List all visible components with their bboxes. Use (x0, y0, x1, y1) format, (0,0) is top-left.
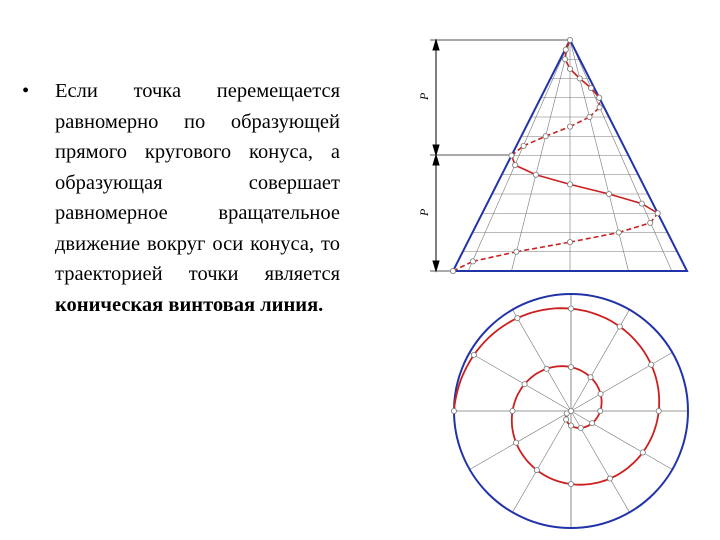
plan-point (544, 366, 549, 371)
plan-point (564, 417, 569, 422)
arrow-top (433, 40, 439, 50)
plan-point (649, 362, 654, 367)
helix-segment (546, 127, 570, 137)
helix-segment (570, 233, 619, 243)
helix-point (521, 143, 526, 148)
plan-point (451, 408, 456, 413)
helix-point (567, 240, 572, 245)
plan-radius (470, 411, 571, 470)
pitch-label-lower: P (417, 208, 431, 216)
helix-point (513, 163, 518, 168)
definition-body: Если точка перемещается равномерно по образующей прямого кругового конуса, а образующая совершает равномерное вращательное движение вокруг оси конуса, то траекторией точки является (55, 80, 340, 285)
plan-point (568, 482, 573, 487)
helix-point (567, 124, 572, 129)
plan-point (471, 352, 476, 357)
plan-point (568, 306, 573, 311)
helix-segment (570, 117, 590, 127)
helix-point (514, 249, 519, 254)
helix-point (577, 76, 582, 81)
helix-point (639, 201, 644, 206)
helix-point (567, 66, 572, 71)
plan-point (578, 425, 583, 430)
helix-point (450, 268, 455, 273)
plan-point (588, 375, 593, 380)
pitch-label-upper: P (417, 92, 431, 100)
helix-point (648, 220, 653, 225)
plan-radius (513, 411, 572, 512)
plan-point (522, 382, 527, 387)
plan-point (515, 316, 520, 321)
plan-point (598, 391, 603, 396)
cone-plan-view (451, 294, 688, 528)
helix-point (533, 172, 538, 177)
helix-point (509, 153, 514, 158)
helix-point (567, 37, 572, 42)
plan-point (568, 408, 573, 413)
helix-point (470, 259, 475, 264)
definition-term: коническая винтовая линия. (55, 293, 324, 316)
plan-radius (513, 310, 572, 411)
helix-point (563, 57, 568, 62)
helix-point (655, 211, 660, 216)
helix-point (606, 191, 611, 196)
bullet: • (22, 80, 30, 102)
helix-segment (515, 165, 536, 175)
plan-point (598, 408, 603, 413)
arrow-bottom (433, 261, 439, 271)
arrow-mid-down (433, 155, 439, 165)
plan-point (510, 408, 515, 413)
helix-segment (516, 242, 570, 252)
helix-point (587, 114, 592, 119)
helix-point (589, 86, 594, 91)
plan-point (568, 423, 573, 428)
helix-segment (570, 184, 609, 194)
helix-point (567, 182, 572, 187)
helix-segment (619, 223, 650, 233)
helix-segment (609, 194, 642, 204)
plan-point (607, 476, 612, 481)
plan-spiral (454, 308, 659, 485)
plan-point (590, 421, 595, 426)
helix-point (597, 95, 602, 100)
helix-segment (536, 175, 570, 185)
plan-point (568, 365, 573, 370)
plan-point (514, 440, 519, 445)
plan-radius (470, 353, 571, 412)
helix-point (597, 105, 602, 110)
plan-point (617, 324, 622, 329)
helix-point (543, 134, 548, 139)
plan-point (640, 450, 645, 455)
plan-point (534, 468, 539, 473)
helix-point (563, 47, 568, 52)
helix-segment (473, 252, 516, 262)
plan-point (656, 408, 661, 413)
helix-point (616, 230, 621, 235)
